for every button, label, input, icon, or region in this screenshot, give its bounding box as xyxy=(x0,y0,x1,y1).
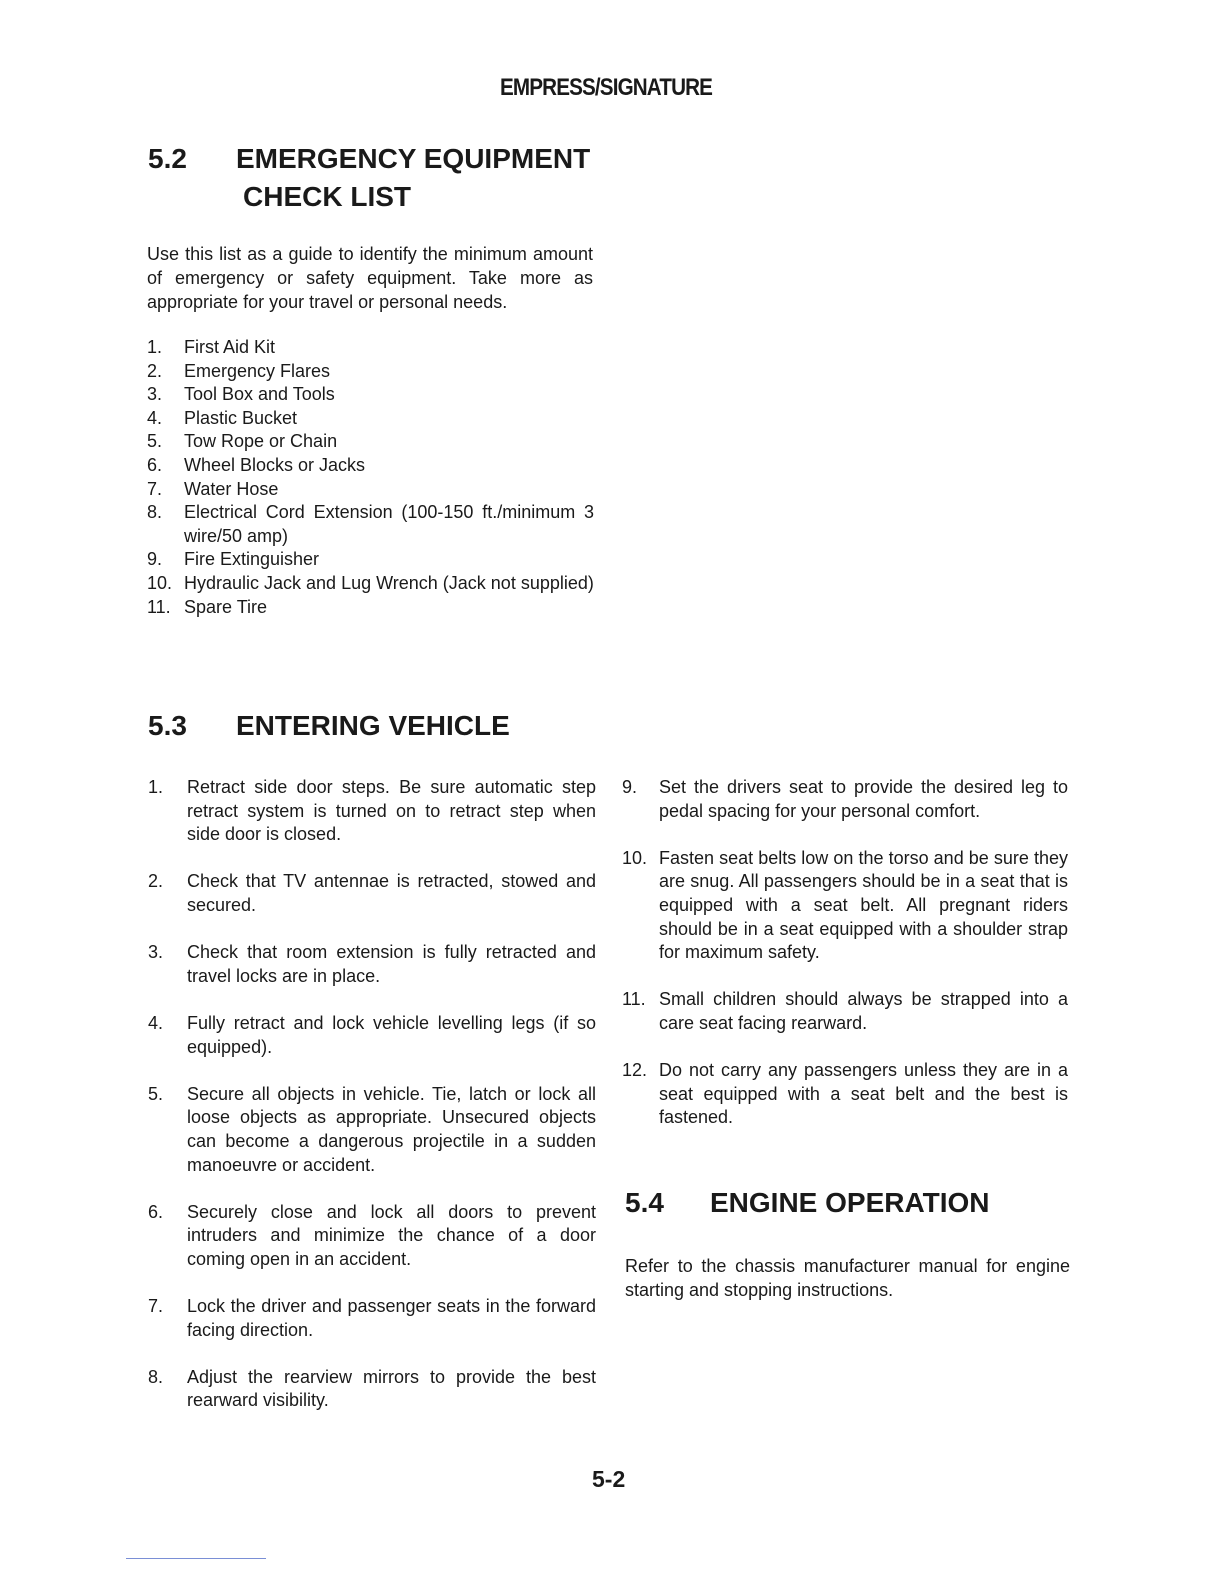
entering-vehicle-steps-right xyxy=(622,776,1068,1154)
page-number: 5-2 xyxy=(592,1466,626,1492)
list-item: 9. Set the drivers seat to provide the desired leg to pedal spacing for your personal comfort. xyxy=(622,777,1068,821)
divider xyxy=(126,1558,266,1559)
list-item: 8. Adjust the rearview mirrors to provide the best rearward visibility. xyxy=(148,1366,596,1411)
list-item: 7. Lock the driver and passenger seats in the forward facing direction. xyxy=(148,1296,596,1340)
list-item: 4. Fully retract and lock vehicle levelling legs (if so equipped). xyxy=(148,1012,596,1057)
list-item: 6. Securely close and lock all doors to prevent intruders and minimize the chance of a door coming open in an accident. xyxy=(148,1201,596,1269)
list-item: 11. Spare Tire xyxy=(147,596,268,617)
list-item: 4. Plastic Bucket xyxy=(147,407,298,428)
list-item: 5. Secure all objects in vehicle. Tie, latch or lock all loose objects as appropriate. Unsecured objects can become a dangerous projectile in a sudden manoeuvre or accident. xyxy=(148,1083,596,1175)
list-item: 10. Fasten seat belts low on the torso and be sure they are snug. All passengers should be in a seat that is equipped with a seat belt. All pregnant riders should be in a seat equipped with a shoulder strap for maximum safety. xyxy=(622,847,1068,963)
list-item: 6. Wheel Blocks or Jacks xyxy=(147,454,366,475)
running-header: EMPRESS/SIGNATURE xyxy=(500,74,713,101)
list-item: 1. First Aid Kit xyxy=(147,337,276,357)
section-number: 5.3 xyxy=(148,710,187,741)
list-item: 8. Electrical Cord Extension (100-150 ft./minimum 3 wire/50 amp) xyxy=(147,502,594,546)
list-item: 5. Tow Rope or Chain xyxy=(147,431,338,452)
section-title: ENTERING VEHICLE xyxy=(236,710,510,741)
list-item: 12. Do not carry any passengers unless they are in a seat equipped with a seat belt and the best is fastened. xyxy=(622,1060,1068,1128)
section-title-line1: EMERGENCY EQUIPMENT xyxy=(236,143,591,174)
list-item: 7. Water Hose xyxy=(147,478,279,499)
list-item: 9. Fire Extinguisher xyxy=(147,549,320,570)
section-number: 5.2 xyxy=(148,143,187,174)
equipment-checklist xyxy=(147,336,594,619)
list-item: 1. Retract side door steps. Be sure automatic step retract system is turned on to retract step when side door is closed. xyxy=(148,777,596,845)
list-item: 11. Small children should always be strapped into a care seat facing rearward. xyxy=(622,989,1068,1033)
section-5-2-intro: Use this list as a guide to identify the minimum amount of emergency or safety equipment. Take more as appropriate for your travel or personal needs. xyxy=(147,244,593,312)
list-item: 3. Tool Box and Tools xyxy=(147,384,335,405)
section-number: 5.4 xyxy=(625,1187,664,1218)
entering-vehicle-steps-left xyxy=(148,776,596,1437)
list-item: 2. Emergency Flares xyxy=(147,360,331,381)
list-item: 2. Check that TV antennae is retracted, stowed and secured. xyxy=(148,871,596,915)
section-title: ENGINE OPERATION xyxy=(710,1187,990,1218)
list-item: 10. Hydraulic Jack and Lug Wrench (Jack not supplied) xyxy=(147,572,594,593)
section-title-line2: CHECK LIST xyxy=(243,181,411,212)
section-5-4-body: Refer to the chassis manufacturer manual for engine starting and stopping instructions. xyxy=(625,1256,1070,1300)
list-item: 3. Check that room extension is fully retracted and travel locks are in place. xyxy=(148,942,596,986)
